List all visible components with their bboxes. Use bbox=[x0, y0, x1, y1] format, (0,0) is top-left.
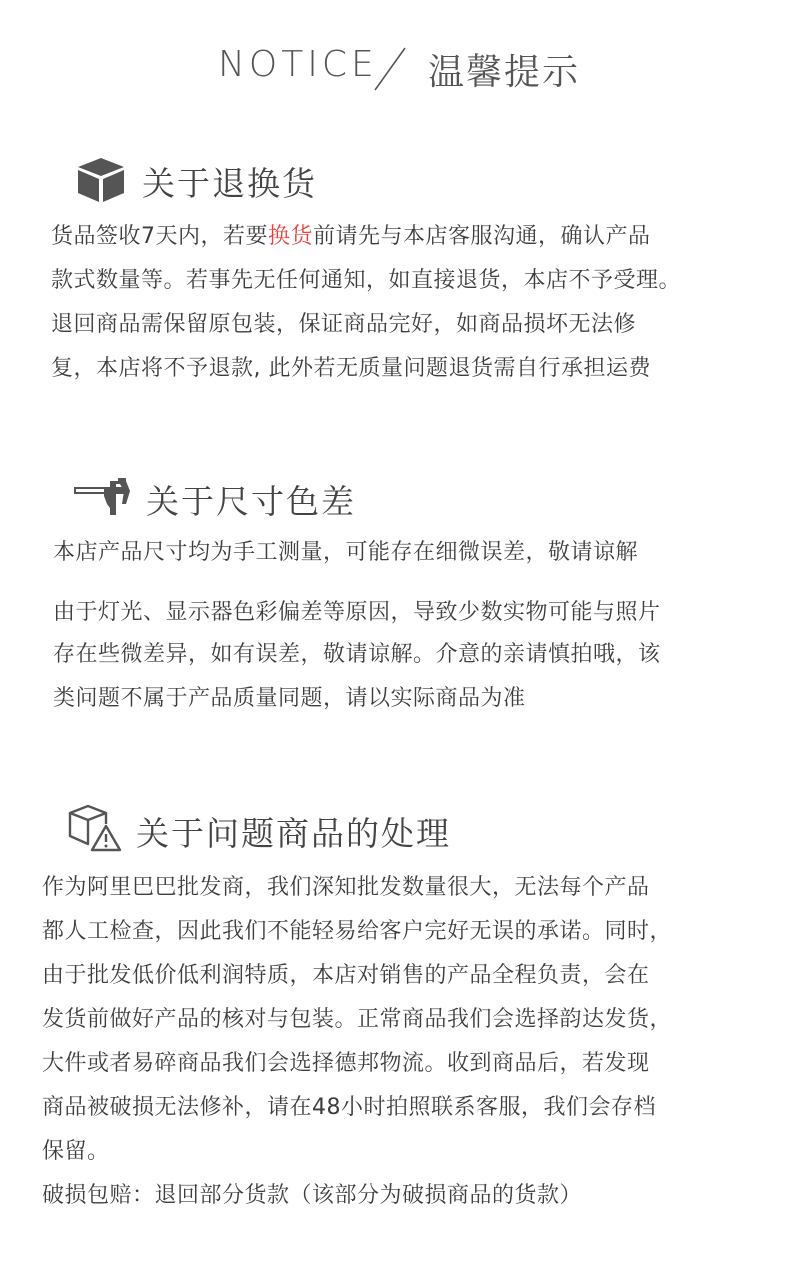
notice-title-cn: 温馨提示 bbox=[428, 52, 581, 93]
returns-line-4: 复，本店将不予退款, 此外若无质量问题退货需自行承担运费 bbox=[51, 356, 651, 381]
damaged-box-warning-icon bbox=[68, 804, 122, 852]
size-line-1: 本店产品尺寸均为手工测量，可能存在细微误差，敬请谅解 bbox=[53, 540, 639, 565]
problem-line-5: 大件或者易碎商品我们会选择德邦物流。收到商品后，若发现 bbox=[42, 1051, 650, 1076]
problem-line-8: 破损包赔：退回部分货款（该部分为破损商品的货款） bbox=[42, 1183, 583, 1208]
problem-line-1: 作为阿里巴巴批发商，我们深知批发数量很大，无法每个产品 bbox=[42, 875, 650, 900]
problem-line-2: 都人工检查，因此我们不能轻易给客户完好无误的承诺。同时， bbox=[42, 919, 673, 944]
notice-header bbox=[0, 40, 790, 96]
size-line-2: 由于灯光、显示器色彩偏差等原因，导致少数实物可能与照片 bbox=[53, 600, 661, 625]
section-title-size-color: 关于尺寸色差 bbox=[146, 482, 356, 521]
returns-line-2: 款式数量等。若事先无任何通知，如直接退货，本店不予受理。 bbox=[51, 268, 682, 293]
problem-line-7: 保留。 bbox=[42, 1139, 110, 1164]
size-line-4: 类问题不属于产品质量同题，请以实际商品为准 bbox=[53, 686, 526, 711]
box-icon bbox=[76, 156, 126, 204]
exchange-highlight: 换货 bbox=[268, 224, 314, 249]
returns-line-1-post: 前请先与本店客服沟通，确认产品 bbox=[313, 224, 651, 249]
returns-line-1-pre: 货品签收7天内，若要 bbox=[51, 224, 268, 249]
slash-divider bbox=[372, 46, 408, 92]
notice-title-en: NOTICE bbox=[218, 44, 378, 85]
section-title-problem-goods: 关于问题商品的处理 bbox=[136, 814, 451, 853]
problem-line-6: 商品被破损无法修补，请在48小时拍照联系客服，我们会存档 bbox=[42, 1095, 656, 1120]
section-title-returns: 关于退换货 bbox=[142, 164, 317, 203]
problem-line-4: 发货前做好产品的核对与包装。正常商品我们会选择韵达发货， bbox=[42, 1007, 673, 1032]
caliper-icon bbox=[74, 478, 134, 516]
problem-line-3: 由于批发低价低利润特质，本店对销售的产品全程负责，会在 bbox=[42, 963, 650, 988]
returns-line-3: 退回商品需保留原包装，保证商品完好，如商品损坏无法修 bbox=[51, 312, 637, 337]
returns-line-1 bbox=[51, 219, 651, 250]
size-line-3: 存在些微差异，如有误差，敬请谅解。介意的亲请慎拍哦，该 bbox=[53, 642, 661, 667]
